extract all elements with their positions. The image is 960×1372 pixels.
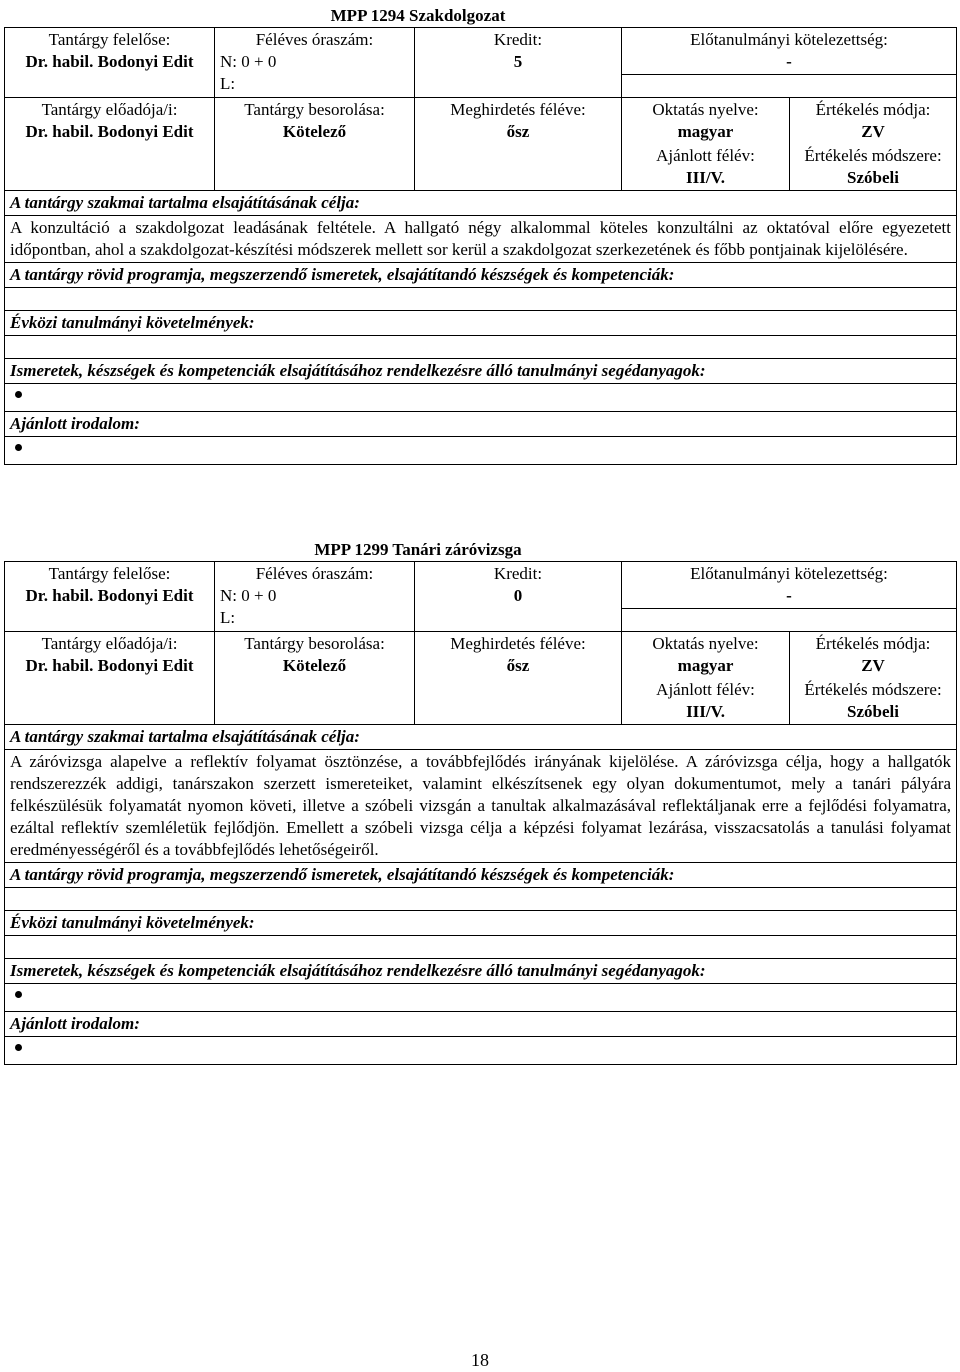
kredit-value: 0: [513, 586, 523, 605]
irodalom-heading: Ajánlott irodalom:: [5, 1012, 957, 1037]
course-title: MPP 1294 Szakdolgozat: [330, 6, 506, 25]
modszere-label: Értékelés módszere:: [804, 146, 942, 165]
eloado-label: Tantárgy előadója/i:: [41, 100, 178, 119]
segedanyag-heading: Ismeretek, készségek és kompetenciák elsajátításához rendelkezésre álló tanulmányi segédanyagok:: [5, 359, 957, 384]
meghirdetes-cell: [415, 98, 622, 191]
kredit-cell: [415, 562, 622, 632]
oraszam-label: Féléves óraszám:: [255, 564, 374, 583]
elotan-value: -: [786, 586, 792, 605]
cel-text: A záróvizsga alapelve a reflektív folyamat ösztönzése, a továbbfejlődés irányának kijelölése. A záróvizsga célja, hogy a hallgatók rendszerezzék addigi, tanárszakon szerzett ismereteiket, valamint elkészítsenek egy olyan dokumentumot, mely a tanári pályára felkészülésük folyamatát nyomon követi, illetve a szóbeli vizsgán a tanultak alkalmazásával reflektáljanak erre a fejlődési folyamatra, ezáltal reflektív szemléletük fejlődjön. Emellett a szóbeli vizsga célja a képzési folyamat lezárása, visszacsatolás a tanulási folyamat eredményességéről és a továbbfejlődés lehetőségeiről.: [5, 750, 957, 863]
course-block-zarovizsga: [4, 538, 956, 1065]
segedanyag-list: [5, 384, 957, 412]
meghirdetes-cell: [415, 632, 622, 725]
course-block-szakdolgozat: [4, 4, 956, 465]
segedanyag-heading: Ismeretek, készségek és kompetenciák elsajátításához rendelkezésre álló tanulmányi segédanyagok:: [5, 959, 957, 984]
ajanlott-value: III/V.: [686, 702, 725, 721]
modja-cell: [790, 632, 957, 679]
course-table: [4, 4, 957, 465]
evkozi-content: [5, 936, 957, 959]
nyelv-label: Oktatás nyelve:: [652, 100, 759, 119]
page-number: 18: [471, 1350, 489, 1370]
felelos-cell: [5, 562, 215, 632]
cel-heading: A tantárgy szakmai tartalma elsajátításának célja:: [5, 191, 957, 216]
ajanlott-cell: [622, 678, 790, 725]
modszere-cell: [790, 144, 957, 191]
besorolas-label: Tantárgy besorolása:: [244, 100, 385, 119]
meghirdetes-value: ősz: [506, 656, 530, 675]
nyelv-value: magyar: [677, 122, 734, 141]
nyelv-label: Oktatás nyelve:: [652, 634, 759, 653]
ajanlott-value: III/V.: [686, 168, 725, 187]
elotan-cell: [622, 28, 957, 75]
modszere-label: Értékelés módszere:: [804, 680, 942, 699]
evkozi-heading: Évközi tanulmányi követelmények:: [5, 911, 957, 936]
program-content: [5, 888, 957, 911]
elotan-label: Előtanulmányi kötelezettség:: [690, 564, 888, 583]
felelos-label: Tantárgy felelőse:: [48, 30, 171, 49]
cel-text: A konzultáció a szakdolgozat leadásának feltétele. A hallgató négy alkalommal köteles konzultálni az oktatóval előre egyezetett időpontban, ahol a szakdolgozat-készítési módszerek mellett sor kerül a szakdolgozat szerkezetének és főbb pontjainak kijelölésére.: [5, 216, 957, 263]
modszere-cell: [790, 678, 957, 725]
oraszam-n: N: 0 + 0: [220, 52, 277, 71]
kredit-label: Kredit:: [493, 30, 543, 49]
course-table: [4, 538, 957, 1065]
bullet-icon: [15, 1044, 22, 1051]
modja-label: Értékelés módja:: [815, 100, 931, 119]
program-heading: A tantárgy rövid programja, megszerzendő ismeretek, elsajátítandó készségek és kompetenciák:: [5, 263, 957, 288]
oraszam-n: N: 0 + 0: [220, 586, 277, 605]
kredit-value: 5: [513, 52, 523, 71]
nyelv-cell: [622, 632, 790, 679]
oraszam-label: Féléves óraszám:: [255, 30, 374, 49]
oraszam-l: L:: [220, 608, 236, 627]
irodalom-heading: Ajánlott irodalom:: [5, 412, 957, 437]
nyelv-value: magyar: [677, 656, 734, 675]
besorolas-value: Kötelező: [282, 656, 347, 675]
ajanlott-label: Ajánlott félév:: [656, 680, 755, 699]
felelos-value: Dr. habil. Bodonyi Edit: [25, 52, 194, 71]
cel-heading: A tantárgy szakmai tartalma elsajátításának célja:: [5, 725, 957, 750]
besorolas-cell: [215, 98, 415, 191]
modszere-value: Szóbeli: [847, 702, 899, 721]
eloado-value: Dr. habil. Bodonyi Edit: [25, 656, 194, 675]
elotan-cell: [622, 562, 957, 609]
eloado-value: Dr. habil. Bodonyi Edit: [25, 122, 194, 141]
evkozi-heading: Évközi tanulmányi követelmények:: [5, 311, 957, 336]
besorolas-cell: [215, 632, 415, 725]
modja-label: Értékelés módja:: [815, 634, 931, 653]
irodalom-list: [5, 1037, 957, 1065]
oraszam-l: L:: [220, 74, 236, 93]
elotan-value: -: [786, 52, 792, 71]
felelos-cell: [5, 28, 215, 98]
meghirdetes-label: Meghirdetés féléve:: [450, 634, 586, 653]
besorolas-label: Tantárgy besorolása:: [244, 634, 385, 653]
besorolas-value: Kötelező: [282, 122, 347, 141]
felelos-value: Dr. habil. Bodonyi Edit: [25, 586, 194, 605]
evkozi-content: [5, 336, 957, 359]
program-heading: A tantárgy rövid programja, megszerzendő ismeretek, elsajátítandó készségek és kompetenciák:: [5, 863, 957, 888]
kredit-label: Kredit:: [493, 564, 543, 583]
modja-value: ZV: [861, 656, 885, 675]
modja-value: ZV: [861, 122, 885, 141]
ajanlott-cell: [622, 144, 790, 191]
eloado-cell: [5, 98, 215, 191]
program-content: [5, 288, 957, 311]
oraszam-cell: [215, 28, 415, 98]
eloado-label: Tantárgy előadója/i:: [41, 634, 178, 653]
bullet-icon: [15, 991, 22, 998]
bullet-icon: [15, 444, 22, 451]
course-title: MPP 1299 Tanári záróvizsga: [314, 540, 522, 559]
kredit-cell: [415, 28, 622, 98]
bullet-icon: [15, 391, 22, 398]
irodalom-list: [5, 437, 957, 465]
oraszam-cell: [215, 562, 415, 632]
meghirdetes-label: Meghirdetés féléve:: [450, 100, 586, 119]
eloado-cell: [5, 632, 215, 725]
modszere-value: Szóbeli: [847, 168, 899, 187]
nyelv-cell: [622, 98, 790, 145]
meghirdetes-value: ősz: [506, 122, 530, 141]
segedanyag-list: [5, 984, 957, 1012]
felelos-label: Tantárgy felelőse:: [48, 564, 171, 583]
ajanlott-label: Ajánlott félév:: [656, 146, 755, 165]
modja-cell: [790, 98, 957, 145]
elotan-label: Előtanulmányi kötelezettség:: [690, 30, 888, 49]
